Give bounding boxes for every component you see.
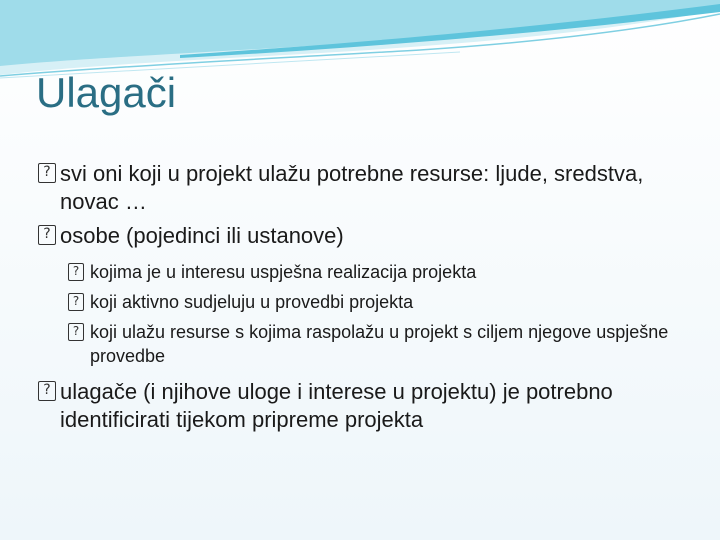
bullet-text: osobe (pojedinci ili ustanove)	[60, 223, 344, 248]
bullet-item	[38, 222, 688, 250]
sub-bullet-item	[38, 290, 688, 314]
header-swoosh-decoration	[0, 0, 720, 80]
bullet-item	[38, 378, 688, 434]
bullet-placeholder-icon: ?	[68, 263, 84, 281]
bullet-placeholder-icon: ?	[38, 163, 56, 183]
sub-bullet-text: koji aktivno sudjeluju u provedbi projekta	[90, 292, 414, 312]
bullet-placeholder-icon: ?	[38, 225, 56, 245]
bullet-text: ulagače (i njihove uloge i interese u projektu) je potrebno identificirati tijekom pripreme projekta	[60, 379, 613, 432]
bullet-placeholder-icon: ?	[68, 293, 84, 311]
sub-bullet-text: koji ulažu resurse s kojima raspolažu u projekt s ciljem njegove uspješne provedbe	[90, 322, 669, 366]
bullet-text: svi oni koji u projekt ulažu potrebne resurse: ljude, sredstva, novac …	[60, 161, 644, 214]
sub-bullet-text: kojima je u interesu uspješna realizacija projekta	[90, 262, 477, 282]
bullet-placeholder-icon: ?	[68, 323, 84, 341]
bullet-item	[38, 160, 688, 216]
sub-bullet-item	[38, 260, 688, 284]
slide-content	[38, 160, 688, 440]
bullet-placeholder-icon: ?	[38, 381, 56, 401]
sub-bullet-item	[38, 320, 688, 368]
slide-title: Ulagači	[36, 69, 177, 116]
